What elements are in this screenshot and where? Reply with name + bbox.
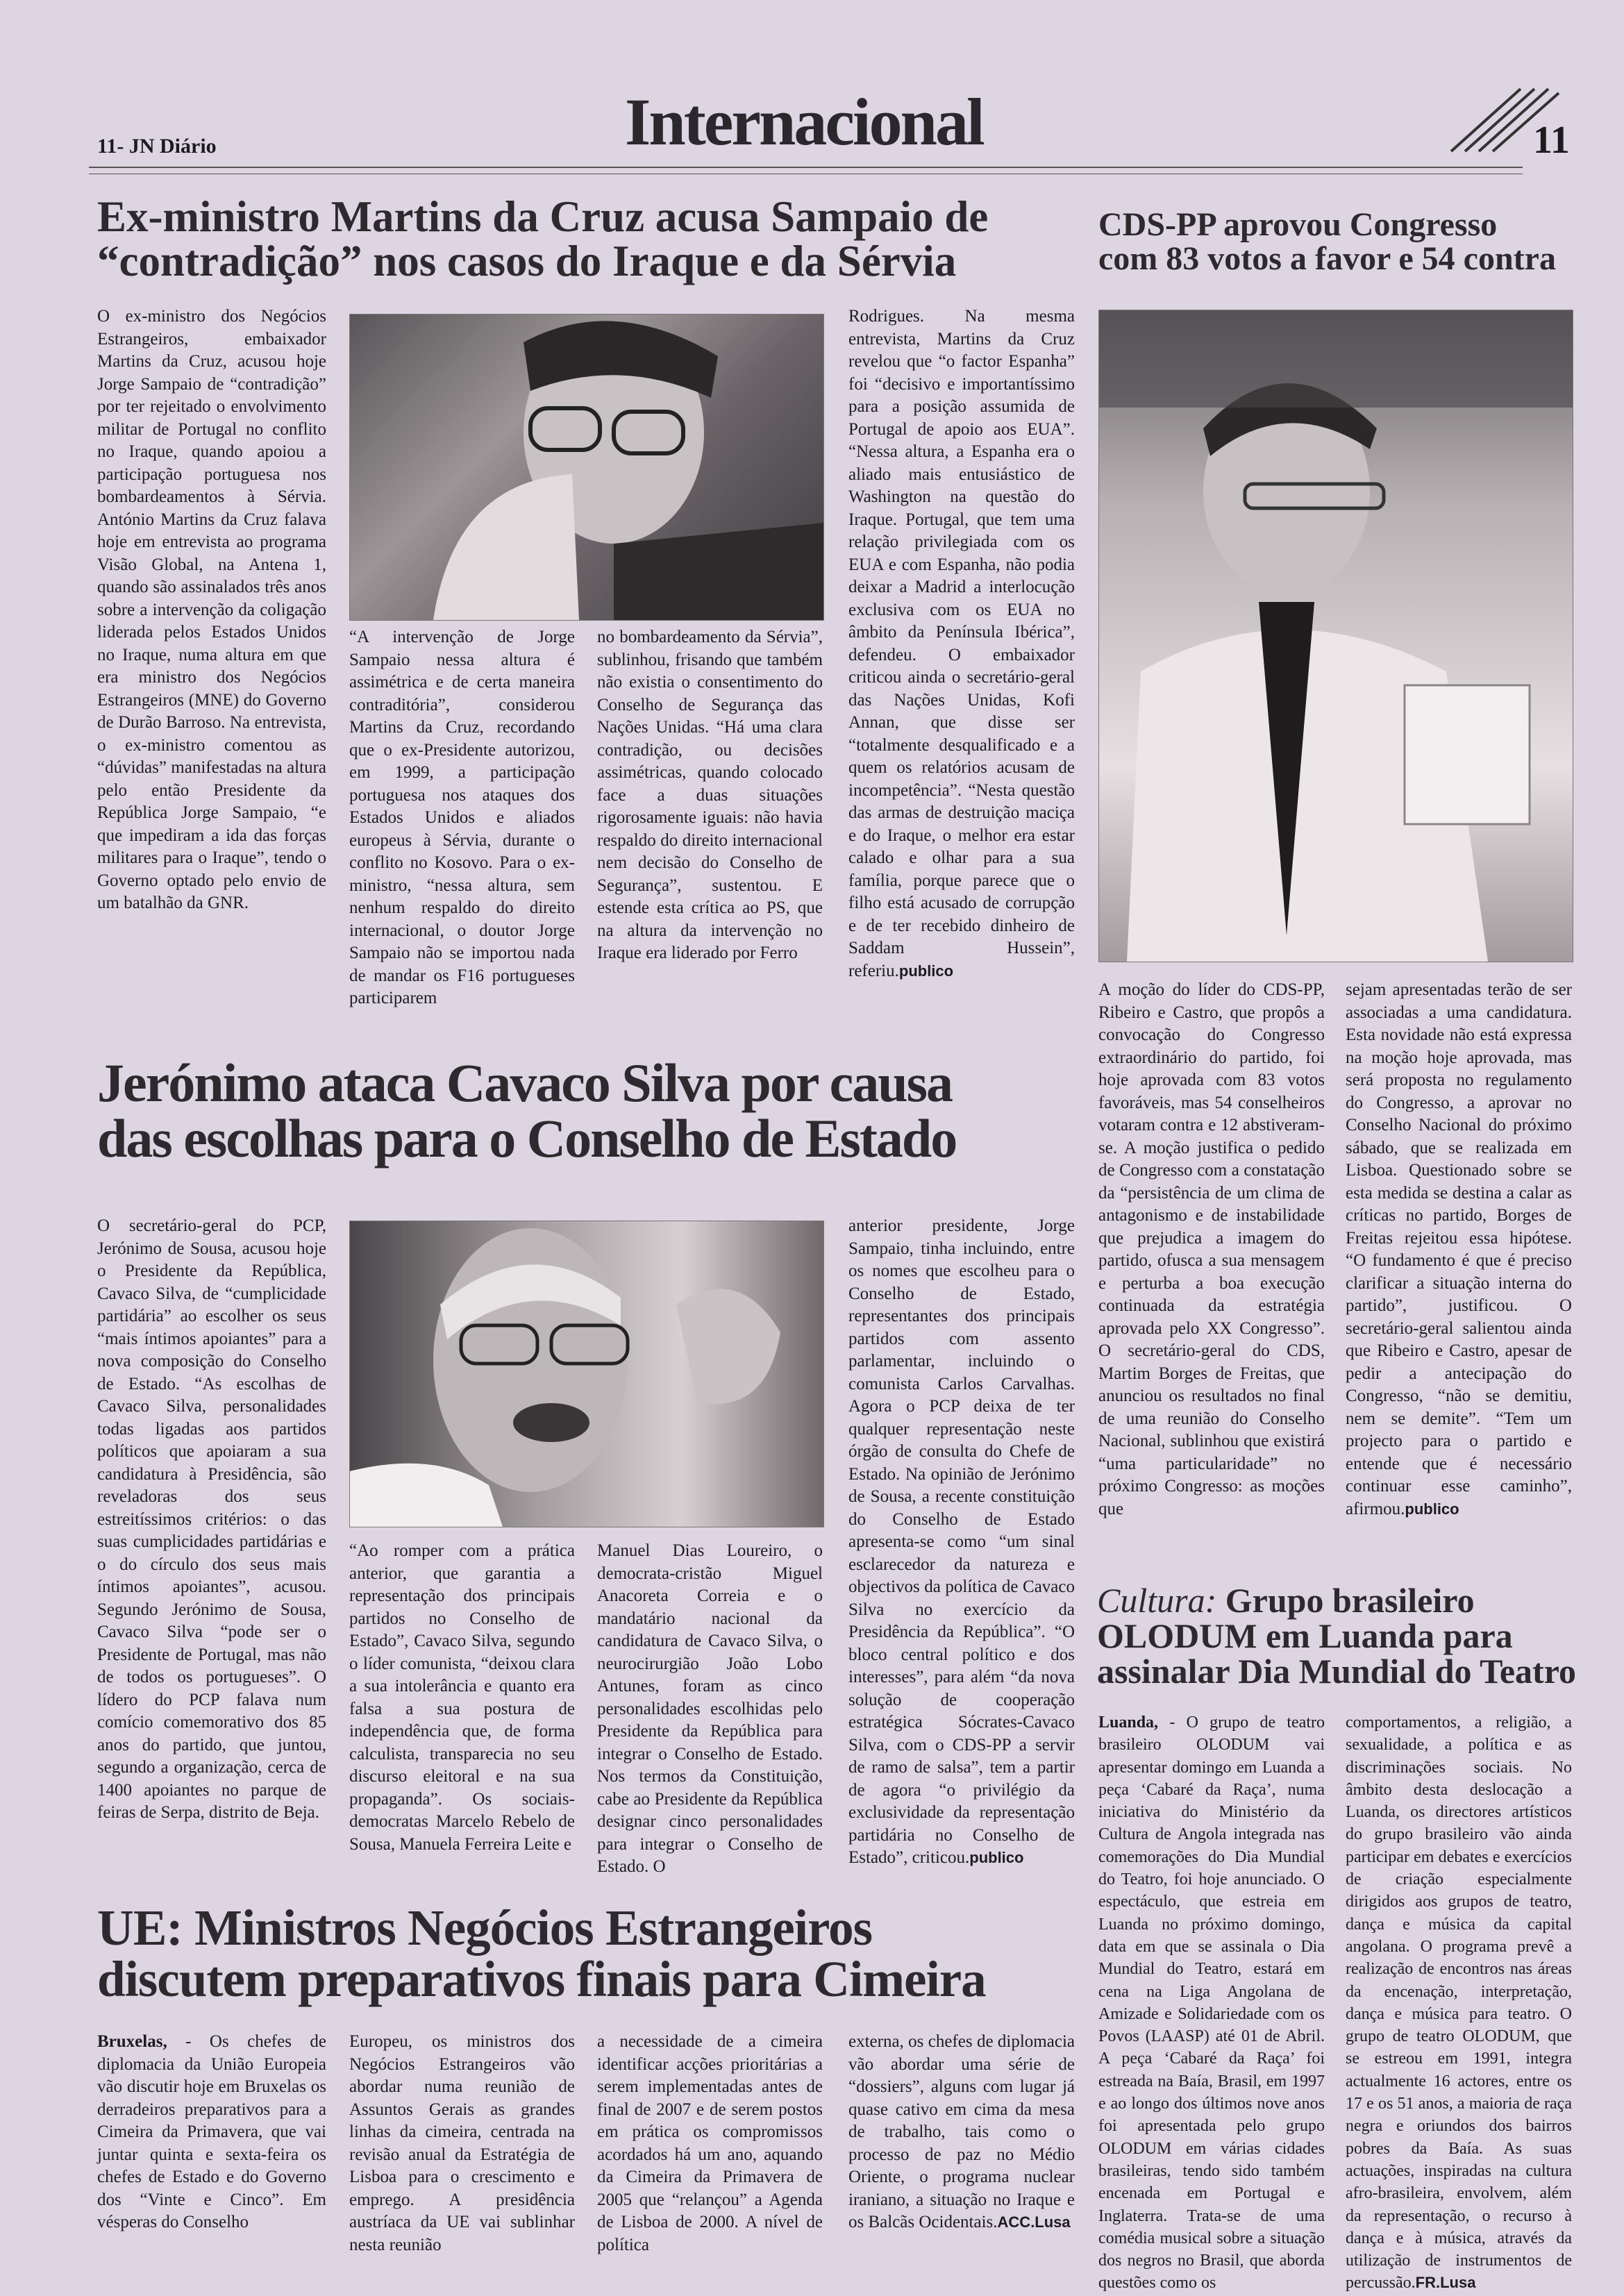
running-head-left: 11- JN Diário — [97, 135, 217, 158]
article-text-col4: Rodrigues. Na mesma entrevista, Martins da Cruz revelou que “o factor Espanha” foi “decisivo e importantíssimo para a posição assumida de Portugal de apoio aos EUA”. “Nessa altura, a Espanha era o aliado mais entusiástico de Washington na questão do Iraque. Portugal, que tem uma relação privilegiada com os EUA e com Espanha, não podia deixar a Madrid a interlocução exclusiva com os EUA no âmbito da Península Ibérica”, defendeu. O embaixador criticou ainda o secretário-geral das Nações Unidas, Kofi Annan, que disse ser “totalmente desqualificado e a quem os relatórios acusam de incompetência”. “Nesta questão das armas de destruição maciça e do Iraque, o melhor era estar calado e olhar para a sua família, porque parece que o filho está acusado de corrupção e de ter recebido dinheiro de Saddam Hussein”, referiu.publico — [848, 307, 1075, 980]
article-text-col1: Luanda, - O grupo de teatro brasileiro OLODUM vai apresentar domingo em Luanda a peça ‘Cabaré da Raça’, numa iniciativa do Ministério da Cultura de Angola integrada nas comemorações do Dia Mundial do Teatro, foi hoje anunciado. O espectáculo, que estreia em Luanda no próximo domingo, data em que se assinala o Dia Mundial do Teatro, estará em cena na Liga Angolana de Amizade e Solidariedade com os Povos (LAASP) até 01 de Abril. A peça ‘Cabaré da Raça’ foi estreada na Baía, Brasil, em 1997 e ao longo dos últimos nove anos foi apresentada pelo grupo OLODUM em várias cidades brasileiras, tendo sido também encenada em Portugal e Inglaterra. Trata-se de uma comédia musical sobre a situação dos negros no Brasil, que aborda questões como os — [1098, 1713, 1325, 2293]
dateline: Bruxelas, — [97, 2032, 167, 2051]
article-text-col2: Europeu, os ministros dos Negócios Estrangeiros vão abordar numa reunião de Assuntos Gerais as grandes linhas da cimeira, centrada na revisão anual da Estratégia de Lisboa para o crescimento e emprego. A presidência austríaca da UE vai sublinhar nesta reunião — [349, 2032, 575, 2254]
page-number: 11 — [1533, 119, 1570, 162]
headline-olodum: Cultura: Grupo brasileiro OLODUM em Luanda para assinalar Dia Mundial do Teatro — [1097, 1581, 1576, 1691]
article-text-col3: Manuel Dias Loureiro, o democrata-cristão Miguel Anacoreta Correia e o mandatário nacional da candidatura de Cavaco Silva, o neurocirurgião João Lobo Antunes, foram as cinco personalidades escolhidas pelo Presidente da República para integrar o Conselho de Estado. Nos termos da Constituição, cabe ao Presidente da República designar cinco personalidades para integrar o Conselho de Estado. O — [597, 1541, 823, 1876]
kicker: Cultura: — [1097, 1581, 1217, 1620]
headline-cds-pp: CDS-PP aprovou Congresso com 83 votos a favor e 54 contra — [1098, 206, 1556, 277]
article-text-col1: O ex-ministro dos Negócios Estrangeiros, embaixador Martins da Cruz, acusou hoje Jorge Sampaio de “contradição” por ter rejeitado o envolvimento militar de Portugal no conflito no Iraque, quando apoiou a participação portuguesa nos bombardeamentos à Sérvia. António Martins da Cruz falava hoje em entrevista ao programa Visão Global, na Antena 1, quando são assinalados três anos sobre a intervenção da coligação liderada pelos Estados Unidos no Iraque, numa altura em que era ministro dos Negócios Estrangeiros (MNE) do Governo de Durão Barroso. Na entrevista, o ex-ministro comentou as “dúvidas” manifestadas na altura pelo então Presidente da República Jorge Sampaio, “e que impediram a ida das forças militares para o Iraque”, tendo o Governo optado pelo envio de um batalhão da GNR. — [97, 307, 326, 912]
photo-cds-pp-congress — [1098, 310, 1573, 962]
section-title: Internacional — [625, 85, 983, 159]
signature: ACC.Lusa — [997, 2213, 1071, 2231]
signature: publico — [969, 1849, 1024, 1866]
article-text-col1: A moção do líder do CDS-PP, Ribeiro e Castro, que propôs a convocação do Congresso extraordinário do partido, foi hoje aprovada com 83 votos favoráveis, mas 54 conselheiros votaram contra e 12 abstiveram-se. A moção justifica o pedido de Congresso com a constatação da “persistência de um clima de antagonismo e de instabilidade que prejudica a imagem do partido, ofusca a sua mensagem e perturba a boa execução continuada da estratégia aprovada pelo XX Congresso”. O secretário-geral do CDS, Martim Borges de Freitas, que anunciou os resultados no final de uma reunião do Conselho Nacional, sublinhou que existirá “uma particularidade” no próximo Congresso: as moções que — [1098, 980, 1325, 1518]
header-rule — [89, 167, 1523, 168]
signature: publico — [1405, 1500, 1459, 1518]
article-text-col2: “A intervenção de Jorge Sampaio nessa altura é assimétrica e de certa maneira contraditória”, considerou Martins da Cruz, recordando que o ex-Presidente autorizou, em 1999, a participação portuguesa nos ataques dos Estados Unidos e aliados europeus à Sérvia, durante o conflito no Kosovo. Para o ex-ministro, “nessa altura, sem nenhum respaldo do direito internacional, o doutor Jorge Sampaio não se importou nada de mandar os F16 portugueses participarem — [349, 628, 575, 1007]
headline-martins-da-cruz: Ex-ministro Martins da Cruz acusa Sampaio de “contradição” nos casos do Iraque e da Sérvia — [97, 192, 989, 286]
dateline: Luanda, — [1098, 1713, 1159, 1732]
article-text-col3: no bombardeamento da Sérvia”, sublinhou, frisando que também não existia o consentimento do Conselho de Segurança das Nações Unidas. “Há uma clara contradição, ou decisões assimétricas, quando colocado face a duas situações rigorosamente iguais: não havia respaldo do direito internacional nem decisão do Conselho de Segurança”, sustentou. E estende esta crítica ao PS, que na altura da intervenção no Iraque era liderado por Ferro — [597, 628, 823, 962]
article-text-col2: sejam apresentadas terão de ser associadas a uma candidatura. Esta novidade não está expressa na moção hoje aprovada, mas será proposta no regulamento do Congresso, a aprovar no Conselho Nacional do próximo sábado, que se realizada em Lisboa. Questionado sobre se esta medida se destina a calar as críticas no partido, Borges de Freitas rejeitou essa hipótese. “O fundamento é que é preciso clarificar a situação interna do partido”, justificou. O secretário-geral salientou ainda que Ribeiro e Castro, apesar de pedir a antecipação do Congresso, “não se demitiu, nem se demite”. “Tem um projecto para o partido e entende que é necessário continuar esse caminho”, afirmou.publico — [1346, 980, 1572, 1518]
article-text-col3: a necessidade de a cimeira identificar acções prioritárias a serem implementadas antes de final de 2007 e de serem postos em prática os compromissos acordados há um ano, aquando da Cimeira da Primavera de 2005 que “relançou” a Agenda de Lisboa de 2000. A nível de política — [597, 2032, 823, 2254]
article-text-col2: “Ao romper com a prática anterior, que garantia a representação dos principais partidos no Conselho de Estado”, Cavaco Silva, segundo o líder comunista, “deixou clara a sua intolerância e quanto era falsa a sua postura de independência que, de forma calculista, transparecia no seu discurso eleitoral e na sua propaganda”. Os sociais-democratas Marcelo Rebelo de Sousa, Manuela Ferreira Leite e — [349, 1541, 575, 1854]
article-text-col2: comportamentos, a religião, a sexualidade, a política e as discriminações sociais. No âmbito desta deslocação a Luanda, os directores artísticos do grupo brasileiro vão ainda participar em debates e exercícios de criação especialmente dirigidos aos grupos de teatro, dança e música da capital angolana. O programa prevê a realização de encontros nas áreas da encenação, interpretação, dança e música para teatro. O grupo de teatro OLODUM, que se estreou em 1991, integra actualmente 16 actores, entre os 17 e os 51 anos, a maioria de raça negra e oriundos dos bairros pobres da Baía. As suas actuações, inspiradas na cultura afro-brasileira, envolvem, além da representação, o recurso à dança e à música, através da utilização de instrumentos de percussão.FR.Lusa — [1346, 1713, 1572, 2293]
signature: publico — [898, 962, 954, 980]
signature: FR.Lusa — [1415, 2274, 1476, 2292]
headline-jeronimo: Jerónimo ataca Cavaco Silva por causa das escolhas para o Conselho de Estado — [97, 1053, 957, 1168]
photo-martins-da-cruz — [349, 314, 824, 621]
article-text-col1: Bruxelas, - Os chefes de diplomacia da União Europeia vão discutir hoje em Bruxelas os derradeiros preparativos para a Cimeira da Primavera, que vai juntar quinta e sexta-feira os chefes de Estado e do Governo dos “Vinte e Cinco”. Em vésperas do Conselho — [97, 2032, 326, 2231]
photo-jeronimo-de-sousa — [349, 1221, 824, 1527]
article-text-col4: anterior presidente, Jorge Sampaio, tinha incluindo, entre os nomes que escolheu para o Conselho de Estado, representantes dos principais partidos com assento parlamentar, incluindo o comunista Carlos Carvalhas. Agora o PCP deixa de ter qualquer representação neste órgão de consulta do Chefe de Estado. Na opinião de Jerónimo de Sousa, a recente constituição do Conselho de Estado apresenta-se como “um sinal esclarecedor da natureza e objectivos da política de Cavaco Silva no exercício da Presidência da República”. “O bloco central político e dos interesses”, para além “da nova solução de cooperação estratégica Sócrates-Cavaco Silva, com o CDS-PP a servir de ramo de salsa”, tem a partir de agora “o privilégio da exclusividade da representação partidária no Conselho de Estado”, criticou.publico — [848, 1216, 1075, 1867]
article-text-col4: externa, os chefes de diplomacia vão abordar uma série de “dossiers”, alguns com lugar já quase cativo em cima da mesa de trabalho, tais como o processo de paz no Médio Oriente, o programa nuclear iraniano, a situação no Iraque e os Balcãs Ocidentais.ACC.Lusa — [848, 2032, 1075, 2231]
article-text-col1: O secretário-geral do PCP, Jerónimo de Sousa, acusou hoje o Presidente da República, Cavaco Silva, de “cumplicidade partidária” ao escolher os seus “mais íntimos apoiantes” para a nova composição do Conselho de Estado. “As escolhas de Cavaco Silva, personalidades todas ligadas aos partidos políticos que apoiaram a sua candidatura à Presidência, são reveladoras dos seus estreitíssimos critérios: o das suas cumplicidades partidárias e o do círculo dos seus mais íntimos apoiantes”, acusou. Segundo Jerónimo de Sousa, Cavaco Silva “pode ser o Presidente de Portugal, mas não de todos os portugueses”. O lídero do PCP falava num comício comemorativo dos 85 anos do partido, que juntou, segundo a organização, cerca de 1400 apoiantes no parque de feiras de Serpa, distrito de Beja. — [97, 1216, 326, 1822]
headline-ue-ministros: UE: Ministros Negócios Estrangeiros discutem preparativos finais para Cimeira — [97, 1900, 986, 2008]
